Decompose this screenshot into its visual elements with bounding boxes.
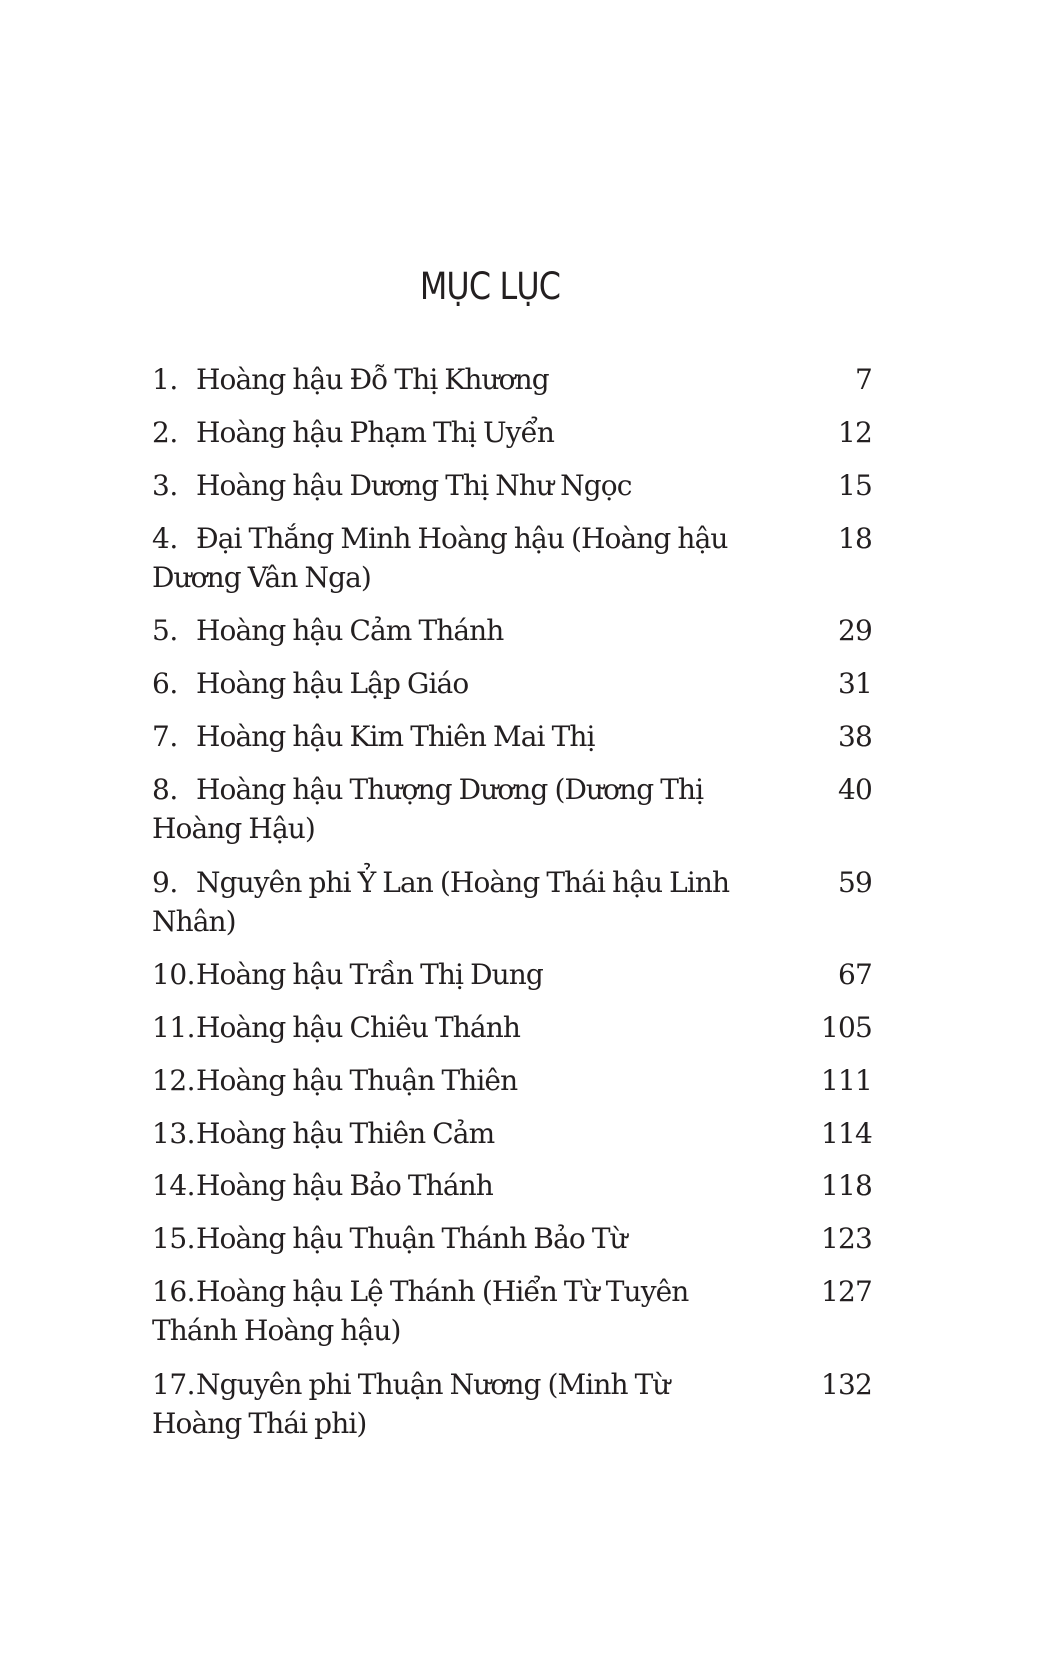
toc-entry-text <box>152 770 762 848</box>
toc-entry-title: Hoàng hậu Lập Giáo <box>196 667 469 700</box>
toc-entry-text <box>152 360 762 399</box>
toc-entry-title: Hoàng hậu Bảo Thánh <box>196 1169 493 1202</box>
toc-entry-text <box>152 955 762 994</box>
toc-entry-page: 12 <box>837 416 872 449</box>
toc-entry <box>152 611 872 650</box>
toc-entry <box>152 1008 872 1047</box>
toc-entry-title: Hoàng hậu Trần Thị Dung <box>196 958 543 991</box>
toc-entry-title: Hoàng hậu Phạm Thị Uyển <box>196 416 555 449</box>
toc-entry <box>152 863 872 941</box>
toc-entry-number: 11. <box>152 1011 196 1044</box>
toc-entry-text <box>152 1166 762 1205</box>
toc-entry <box>152 717 872 756</box>
toc-entry <box>152 1061 872 1100</box>
toc-entry-page: 18 <box>837 522 872 555</box>
toc-entry-page: 132 <box>820 1368 872 1401</box>
toc-entry-number: 7. <box>152 720 178 753</box>
page-title: MỤC LỤC <box>419 265 561 308</box>
toc-entry-page: 38 <box>837 720 872 753</box>
toc-entry-number: 14. <box>152 1169 196 1202</box>
toc-entry-text <box>152 1365 762 1443</box>
toc-entry-text <box>152 1061 762 1100</box>
toc-entry-number: 13. <box>152 1117 196 1150</box>
toc-entry-number: 3. <box>152 469 178 502</box>
toc-entry-title: Hoàng hậu Kim Thiên Mai Thị <box>196 720 595 753</box>
toc-entry-title: Hoàng hậu Thuận Thiên <box>196 1064 518 1097</box>
toc-entry <box>152 955 872 994</box>
toc-entry-page: 127 <box>820 1275 872 1308</box>
toc-entry-page: 29 <box>837 614 872 647</box>
toc-entry <box>152 664 872 703</box>
toc-entry-title: Nguyên phi Ỷ Lan (Hoàng Thái hậu Linh Nhân) <box>152 866 730 938</box>
toc-entry-title: Đại Thắng Minh Hoàng hậu (Hoàng hậu Dương Vân Nga) <box>152 522 728 594</box>
toc-entry-page: 15 <box>837 469 872 502</box>
toc-entry <box>152 519 872 597</box>
toc-entry-text <box>152 717 762 756</box>
toc-entry-page: 59 <box>837 866 872 899</box>
toc-entry-page: 118 <box>820 1169 872 1202</box>
toc-entry-page: 67 <box>837 958 872 991</box>
toc-entry-title: Hoàng hậu Thiên Cảm <box>196 1117 495 1150</box>
toc-entry-text <box>152 1272 762 1350</box>
toc-entry <box>152 1219 872 1258</box>
toc-entry-text <box>152 519 762 597</box>
toc-entry-number: 4. <box>152 522 178 555</box>
toc-entry-title: Hoàng hậu Thượng Dương (Dương Thị Hoàng Hậu) <box>152 773 704 845</box>
toc-entry-number: 15. <box>152 1222 196 1255</box>
toc-entry <box>152 1114 872 1153</box>
toc-entry-title: Hoàng hậu Lệ Thánh (Hiển Từ Tuyên Thánh Hoàng hậu) <box>152 1275 689 1347</box>
toc-entry <box>152 1272 872 1350</box>
toc-entry <box>152 360 872 399</box>
toc-entry-number: 5. <box>152 614 178 647</box>
toc-entry-number: 16. <box>152 1275 196 1308</box>
toc-entry <box>152 1365 872 1443</box>
toc-entry-title: Hoàng hậu Dương Thị Như Ngọc <box>196 469 632 502</box>
toc-entry-page: 7 <box>854 363 872 396</box>
toc-entry-number: 17. <box>152 1368 196 1401</box>
toc-entry-number: 9. <box>152 866 178 899</box>
toc-entry-text <box>152 664 762 703</box>
toc-entry-title: Nguyên phi Thuận Nương (Minh Từ Hoàng Thái phi) <box>152 1368 670 1440</box>
toc-entry-text <box>152 1008 762 1047</box>
toc-entry-title: Hoàng hậu Chiêu Thánh <box>196 1011 520 1044</box>
toc-entry-text <box>152 466 762 505</box>
toc-entry-text <box>152 1219 762 1258</box>
toc-entry-number: 6. <box>152 667 178 700</box>
toc-entry-number: 10. <box>152 958 196 991</box>
toc-entry-page: 111 <box>820 1064 872 1097</box>
toc-entry <box>152 1166 872 1205</box>
toc-entry-page: 31 <box>837 667 872 700</box>
toc-entry <box>152 770 872 848</box>
toc-entry-page: 40 <box>837 773 872 806</box>
toc-entry-number: 1. <box>152 363 178 396</box>
toc-entry-text <box>152 611 762 650</box>
toc-entry-number: 2. <box>152 416 178 449</box>
toc-entry <box>152 466 872 505</box>
toc-entry-page: 114 <box>820 1117 872 1150</box>
toc-entry-title: Hoàng hậu Đỗ Thị Khương <box>196 363 549 396</box>
toc-entry-number: 12. <box>152 1064 196 1097</box>
toc-entry-text <box>152 863 762 941</box>
toc-entry-title: Hoàng hậu Thuận Thánh Bảo Từ <box>196 1222 627 1255</box>
toc-entry-text <box>152 413 762 452</box>
toc-entry-text <box>152 1114 762 1153</box>
toc-entry <box>152 413 872 452</box>
toc-entry-page: 123 <box>820 1222 872 1255</box>
toc-entry-number: 8. <box>152 773 178 806</box>
toc-entry-title: Hoàng hậu Cảm Thánh <box>196 614 504 647</box>
toc-entry-page: 105 <box>820 1011 872 1044</box>
